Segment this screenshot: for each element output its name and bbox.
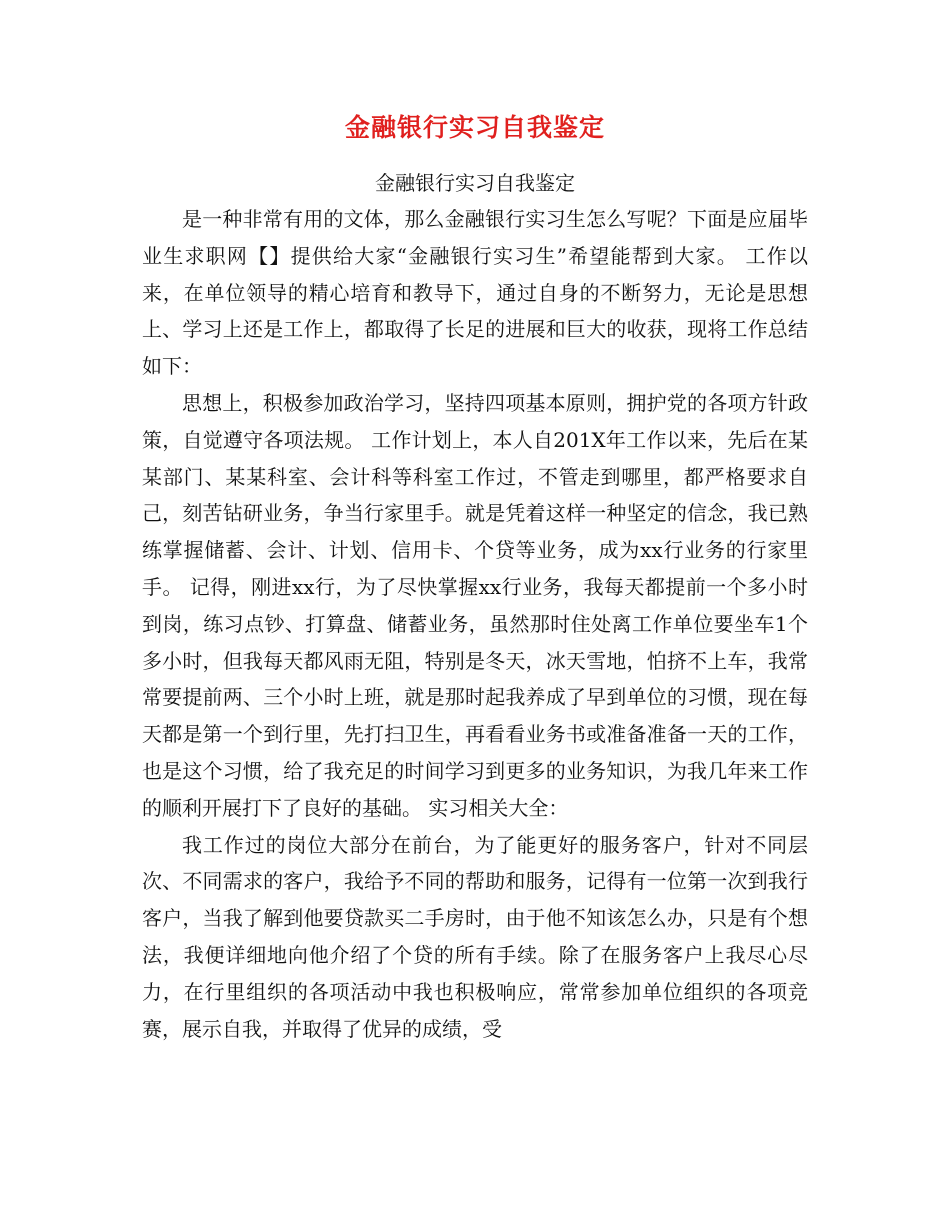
paragraph-service: 我工作过的岗位大部分在前台，为了能更好的服务客户，针对不同层次、不同需求的客户，我给予不同的帮助和服务，记得有一位第一次到我行客户，当我了解到他要贷款买二手房时，由于他不知该怎么办，只是有个想法，我便详细地向他介绍了个贷的所有手续。除了在服务客户上我尽心尽力，在行里组织的各项活动中我也积极响应，常常参加单位组织的各项竞赛，展示自我，并取得了优异的成绩，受 — [142, 832, 808, 1041]
document-body — [142, 201, 808, 1047]
document-title: 金融银行实习自我鉴定 — [344, 113, 605, 142]
document-subtitle: 金融银行实习自我鉴定 — [375, 171, 575, 195]
paragraph-thought-and-work: 思想上，积极参加政治学习，坚持四项基本原则，拥护党的各项方针政策，自觉遵守各项法规。 工作计划上，本人自201X年工作以来，先后在某某部门、某某科室、会计科等科室工作过，不管走到哪里，都严格要求自己，刻苦钻研业务，争当行家里手。就是凭着这样一种坚定的信念，我已熟练掌握储蓄、会计、计划、信用卡、个贷等业务，成为xx行业务的行家里手。 记得，刚进xx行，为了尽快掌握xx行业务，我每天都提前一个多小时到岗，练习点钞、打算盘、储蓄业务，虽然那时住处离工作单位要坐车1个多小时，但我每天都风雨无阻，特别是冬天，冰天雪地，怕挤不上车，我常常要提前两、三个小时上班，就是那时起我养成了早到单位的习惯，现在每天都是第一个到行里，先打扫卫生，再看看业务书或准备准备一天的工作，也是这个习惯，给了我充足的时间学习到更多的业务知识，为我几年来工作的顺利开展打下了良好的基础。 实习相关大全： — [142, 390, 808, 820]
paragraph-intro: 是一种非常有用的文体，那么金融银行实习生怎么写呢？下面是应届毕业生求职网【】提供给大家“金融银行实习生”希望能帮到大家。 工作以来，在单位领导的精心培育和教导下，通过自身的不断努力，无论是思想上、学习上还是工作上，都取得了长足的进展和巨大的收获，现将工作总结如下： — [142, 207, 808, 379]
